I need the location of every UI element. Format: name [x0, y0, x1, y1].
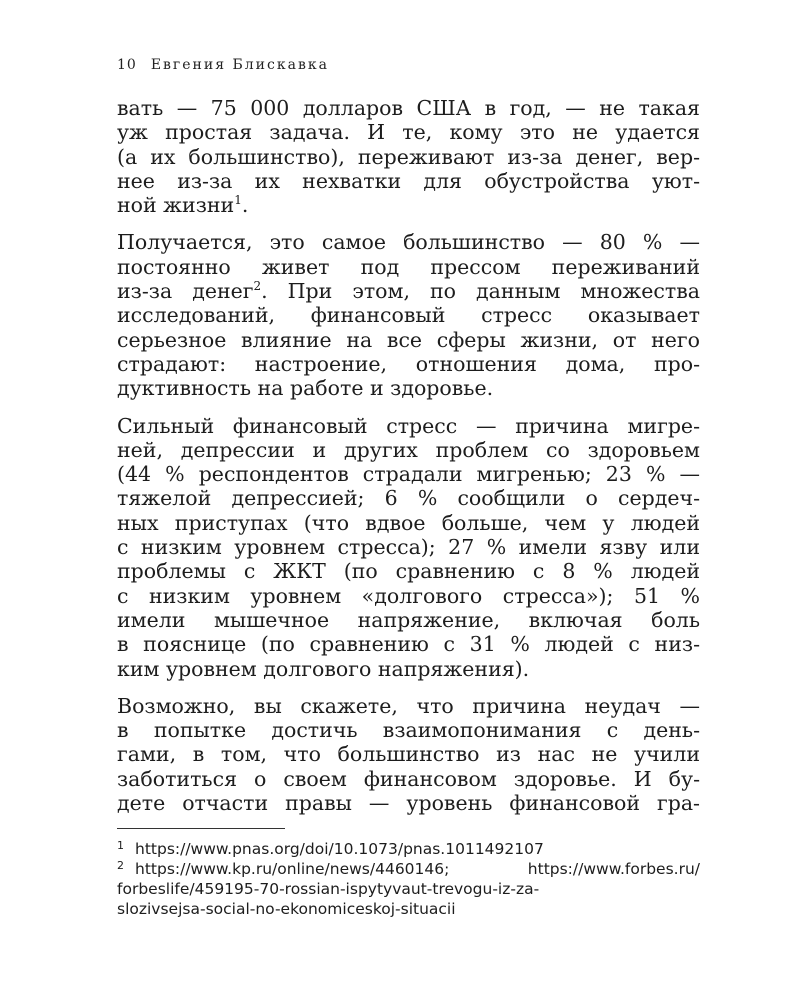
text-line: страдают: настроение, отношения дома, про-	[117, 351, 700, 376]
text-line: в пояснице (по сравнению с 31 % людей с низ-	[117, 632, 700, 657]
paragraph-4	[117, 694, 700, 815]
text-line: серьезное влияние на все сферы жизни, от него	[117, 327, 700, 352]
text-line: Сильный финансовый стресс — причина мигре-	[117, 413, 700, 438]
text-line: тяжелой депрессией; 6 % сообщили о сердеч-	[117, 486, 700, 511]
text-fragment: ной жизни	[117, 193, 235, 218]
book-page	[117, 52, 700, 919]
text-line: Получается, это самое большинство — 80 % —	[117, 230, 700, 255]
text-line: ней, депрессии и других проблем со здоровьем	[117, 437, 700, 462]
footnote-link[interactable]: https://www.kp.ru/online/news/4460146; https://www.forbes.ru/	[135, 860, 700, 879]
text-line: (44 % респондентов страдали мигренью; 23 % —	[117, 462, 700, 487]
text-line: в попытке достичь взаимопонимания с день-	[117, 718, 700, 743]
footnote-line[interactable]: slozivsejsa-social-no-ekonomiceskoj-situacii	[117, 900, 456, 919]
footnote-number: 2	[117, 859, 124, 873]
footnote-reference[interactable]: 1	[234, 193, 242, 208]
running-header	[117, 52, 700, 78]
paragraph-1	[117, 96, 700, 217]
text-line: дуктивность на работе и здоровье.	[117, 376, 494, 401]
paragraph-3	[117, 414, 700, 681]
footnote-number: 1	[117, 839, 124, 853]
footnote-line[interactable]: forbeslife/459195-70-rossian-ispytyvaut-trevogu-iz-za-	[117, 880, 540, 899]
paragraph-2	[117, 230, 700, 400]
footnote-line	[117, 859, 700, 879]
footnote-reference[interactable]: 2	[253, 279, 262, 294]
text-line: гами, в том, что большинство из нас не учили	[117, 742, 700, 767]
text-line: постоянно живет под прессом переживаний	[117, 254, 700, 279]
body-text	[117, 96, 700, 815]
footnote-divider	[117, 828, 285, 829]
text-line: Возможно, вы скажете, что причина неудач —	[117, 693, 700, 718]
text-line	[117, 279, 700, 303]
text-line: ким уровнем долгового напряжения).	[117, 656, 530, 681]
author-name: Евгения Блискавка	[150, 57, 329, 73]
text-line: нее из-за их нехватки для обустройства уют-	[117, 168, 700, 193]
text-line: ных приступах (что вдвое больше, чем у людей	[117, 510, 700, 535]
footnote-1	[117, 839, 700, 859]
text-line: дете отчасти правы — уровень финансовой гра-	[117, 791, 700, 816]
text-line: (а их большинство), переживают из-за денег, вер-	[117, 144, 700, 169]
page-number: 10	[117, 57, 137, 73]
text-line: с низким уровнем стресса); 27 % имели язву или	[117, 535, 700, 560]
text-fragment: из-за денег	[117, 279, 254, 304]
text-line: заботиться о своем финансовом здоровье. И бу-	[117, 766, 700, 791]
text-line: проблемы с ЖКТ (по сравнению с 8 % людей	[117, 559, 700, 584]
text-line: с низким уровнем «долгового стресса»); 51 %	[117, 583, 700, 608]
text-line: уж простая задача. И те, кому это не удается	[117, 120, 700, 145]
text-line: имели мышечное напряжение, включая боль	[117, 607, 700, 632]
footnotes	[117, 839, 700, 919]
text-line	[117, 193, 700, 217]
text-fragment: . При этом, по данным множества	[261, 279, 700, 304]
text-fragment: .	[241, 193, 249, 218]
footnote-link[interactable]: https://www.pnas.org/doi/10.1073/pnas.1011492107	[135, 840, 544, 859]
text-line: исследований, финансовый стресс оказывает	[117, 303, 700, 328]
footnote-2	[117, 859, 700, 919]
text-line: вать — 75 000 долларов США в год, — не такая	[117, 96, 700, 120]
